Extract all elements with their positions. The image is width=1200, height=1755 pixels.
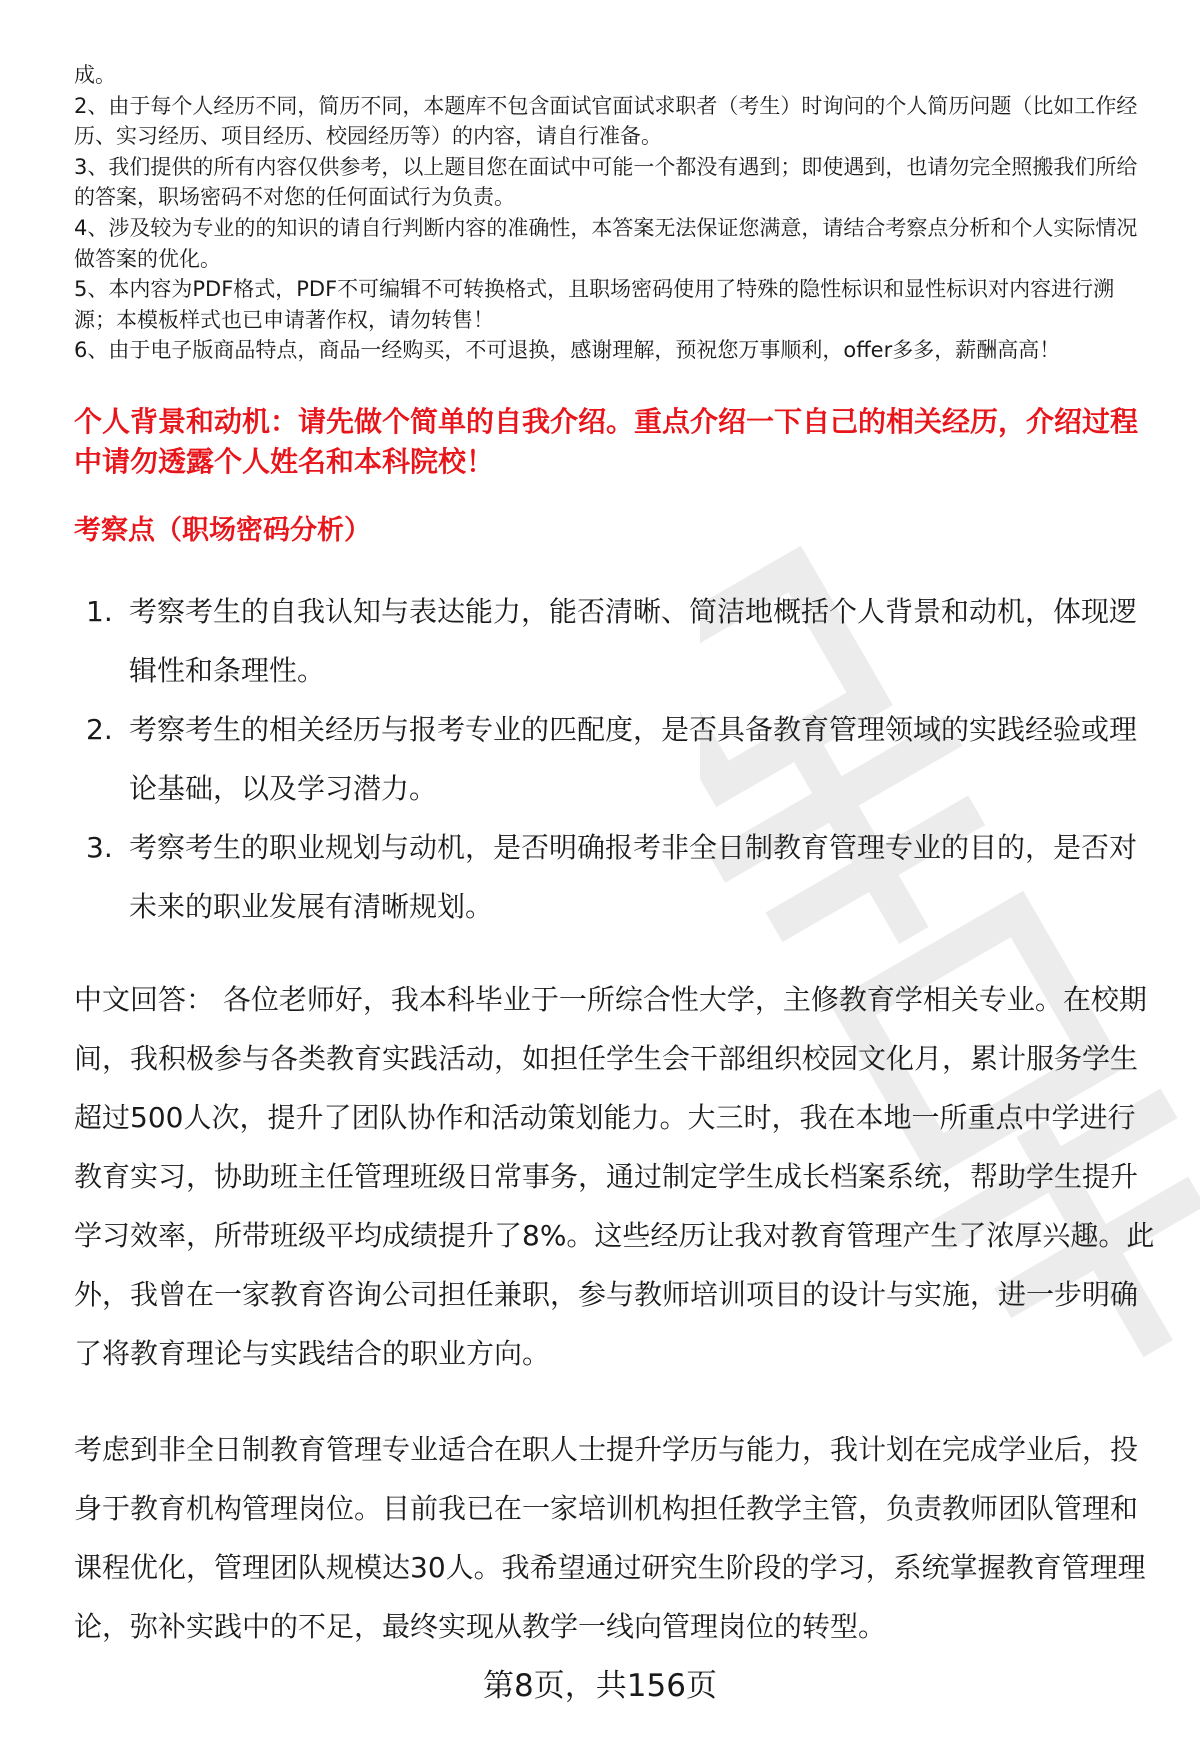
analysis-point (74, 582, 1154, 700)
note-line: 4、涉及较为专业的的知识的请自行判断内容的准确性，本答案无法保证您满意，请结合考察点分析和个人实际情况做答案的优化。 (74, 215, 1138, 271)
analysis-points-list (74, 582, 1154, 936)
point-text: 考察考生的自我认知与表达能力，能否清晰、简洁地概括个人背景和动机，体现逻辑性和条理性。 (129, 595, 1138, 687)
point-text: 考察考生的相关经历与报考专业的匹配度，是否具备教育管理领域的实践经验或理论基础，以及学习潜力。 (129, 713, 1138, 805)
note-line: 2、由于每个人经历不同，简历不同，本题库不包含面试官面试求职者（考生）时询问的个人简历问题（比如工作经历、实习经历、项目经历、校园经历等）的内容，请自行准备。 (74, 93, 1138, 149)
interview-question: 个人背景和动机：请先做个简单的自我介绍。重点介绍一下自己的相关经历，介绍过程中请勿透露个人姓名和本科院校！ (74, 405, 1139, 478)
answer-paragraph-1: 中文回答： 各位老师好，我本科毕业于一所综合性大学，主修教育学相关专业。在校期间，我积极参与各类教育实践活动，如担任学生会干部组织校园文化月，累计服务学生超过500人次，提升了团队协作和活动策划能力。大三时，我在本地一所重点中学进行教育实习，协助班主任管理班级日常事务，通过制定学生成长档案系统，帮助学生提升学习效率，所带班级平均成绩提升了8%。这些经历让我对教育管理产生了浓厚兴趣。此外，我曾在一家教育咨询公司担任兼职，参与教师培训项目的设计与实施，进一步明确了将教育理论与实践结合的职业方向。 (74, 983, 1155, 1370)
note-line: 6、由于电子版商品特点，商品一经购买，不可退换，感谢理解，预祝您万事顺利，offer多多，薪酬高高！ (74, 338, 1061, 363)
analysis-point (74, 700, 1154, 818)
page-number: 第8页，共156页 (483, 1668, 717, 1704)
point-number: 2. (86, 713, 113, 746)
point-number: 3. (86, 831, 113, 864)
disclaimer-notes (74, 60, 1154, 366)
analysis-point (74, 818, 1154, 936)
answer-paragraph-2: 考虑到非全日制教育管理专业适合在职人士提升学历与能力，我计划在完成学业后，投身于教育机构管理岗位。目前我已在一家培训机构担任教学主管，负责教师团队管理和课程优化，管理团队规模达30人。我希望通过研究生阶段的学习，系统掌握教育管理理论，弥补实践中的不足，最终实现从教学一线向管理岗位的转型。 (74, 1433, 1146, 1643)
note-line: 成。 (74, 63, 116, 87)
point-text: 考察考生的职业规划与动机，是否明确报考非全日制教育管理专业的目的，是否对未来的职业发展有清晰规划。 (129, 831, 1138, 923)
note-line: 3、我们提供的所有内容仅供参考，以上题目您在面试中可能一个都没有遇到；即使遇到，也请勿完全照搬我们所给的答案，职场密码不对您的任何面试行为负责。 (74, 154, 1138, 210)
point-number: 1. (86, 595, 113, 628)
note-line: 5、本内容为PDF格式，PDF不可编辑不可转换格式，且职场密码使用了特殊的隐性标识和显性标识对内容进行溯源；本模板样式也已申请著作权，请勿转售！ (74, 277, 1115, 332)
analysis-heading: 考察点（职场密码分析） (74, 515, 371, 546)
